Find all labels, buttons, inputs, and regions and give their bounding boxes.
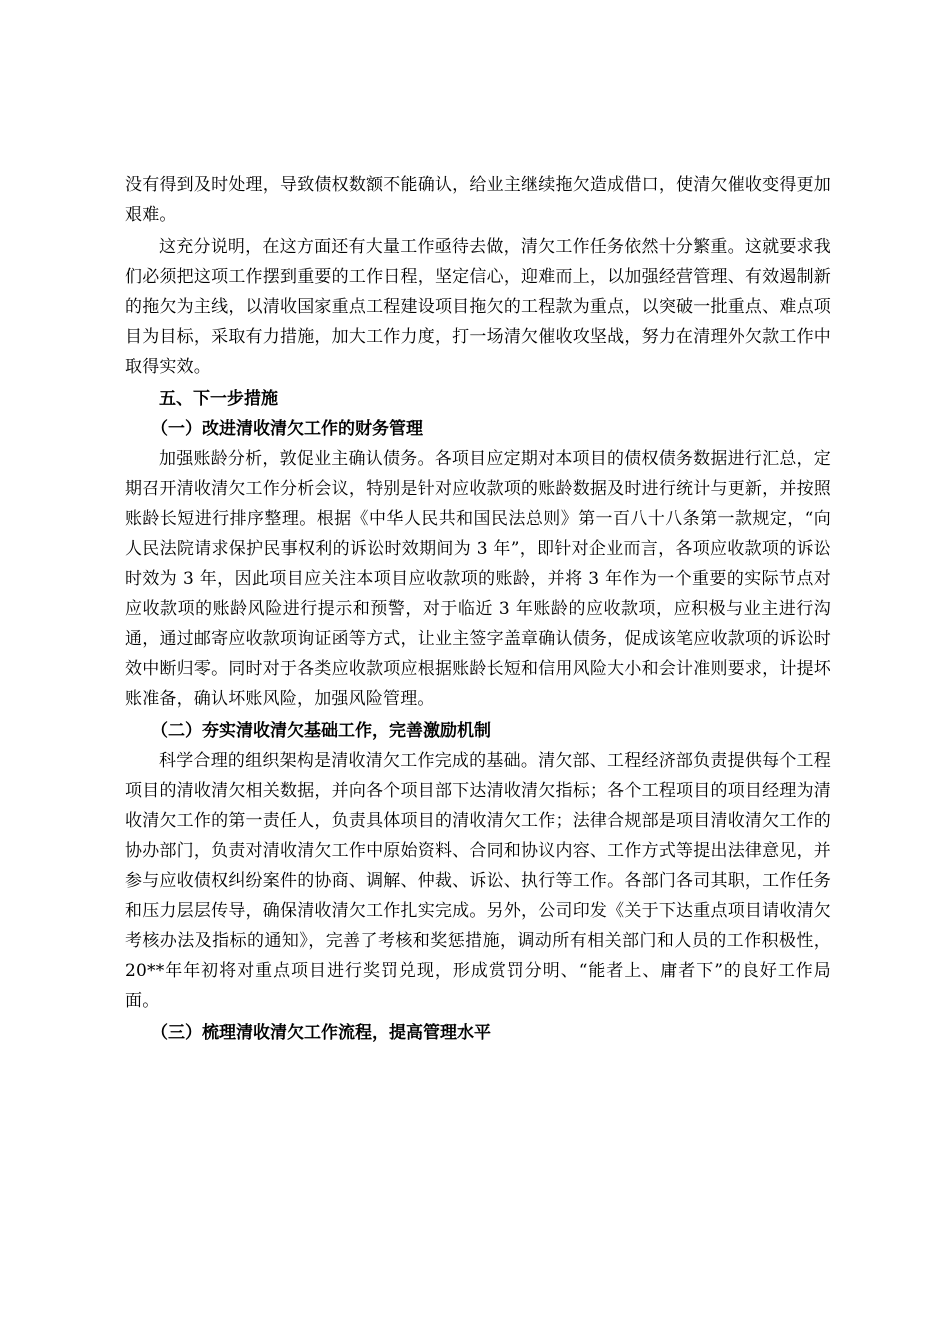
paragraph-aging-analysis: 加强账龄分析，敦促业主确认债务。各项目应定期对本项目的债权债务数据进行汇总，定期召开清收清欠工作分析会议，特别是针对应收款项的账龄数据及时进行统计与更新，并按照账龄长短进行排序整理。根据《中华人民共和国民法总则》第一百八十八条第一款规定，“向人民法院请求保护民事权利的诉讼时效期间为 3 年”，即针对企业而言，各项应收款项的诉讼时效为 3 年，因此项目应关注本项目应收款项的账龄，并将 3 年作为一个重要的实际节点对应收款项的账龄风险进行提示和预警，对于临近 3 年账龄的应收款项，应积极与业主进行沟通，通过邮寄应收款项询证函等方式，让业主签字盖章确认债务，促成该笔应收款项的诉讼时效中断归零。同时对于各类应收款项应根据账龄长短和信用风险大小和会计准则要求，计提坏账准备，确认坏账风险，加强风险管理。 (125, 449, 831, 709)
paragraph-organization: 科学合理的组织架构是清收清欠工作完成的基础。清欠部、工程经济部负责提供每个工程项目的清收清欠相关数据，并向各个项目部下达清收清欠指标；各个工程项目的项目经理为清收清欠工作的第一责任人，负责具体项目的清收清欠工作；法律合规部是项目清收清欠工作的协办部门，负责对清收清欠工作中原始资料、合同和协议内容、工作方式等提出法律意见，并参与应收债权纠纷案件的协商、调解、仲裁、诉讼、执行等工作。各部门各司其职，工作任务和压力层层传导，确保清收清欠工作扎实完成。另外，公司印发《关于下达重点项目请收清欠考核办法及指标的通知》，完善了考核和奖惩措施，调动所有相关部门和人员的工作积极性，20**年年初将对重点项目进行奖罚兑现，形成赏罚分明、“能者上、庸者下”的良好工作局面。 (125, 751, 831, 1011)
section-heading-next-steps: 五、下一步措施 (159, 389, 278, 409)
subheading-incentive-mechanism: （二）夯实清收清欠基础工作，完善激励机制 (151, 721, 491, 741)
document-body (125, 170, 831, 1048)
subheading-financial-management: （一）改进清收清欠工作的财务管理 (151, 419, 423, 439)
paragraph-summary: 这充分说明，在这方面还有大量工作亟待去做，清欠工作任务依然十分繁重。这就要求我们必须把这项工作摆到重要的工作日程，坚定信心，迎难而上，以加强经营管理、有效遏制新的拖欠为主线，以清收国家重点工程建设项目拖欠的工程款为重点，以突破一批重点、难点项目为目标，采取有力措施，加大工作力度，打一场清欠催收攻坚战，努力在清理外欠款工作中取得实效。 (125, 237, 831, 377)
subheading-workflow: （三）梳理清收清欠工作流程，提高管理水平 (151, 1023, 491, 1043)
paragraph-continuation: 没有得到及时处理，导致债权数额不能确认，给业主继续拖欠造成借口，使清欠催收变得更加艰难。 (125, 175, 831, 225)
